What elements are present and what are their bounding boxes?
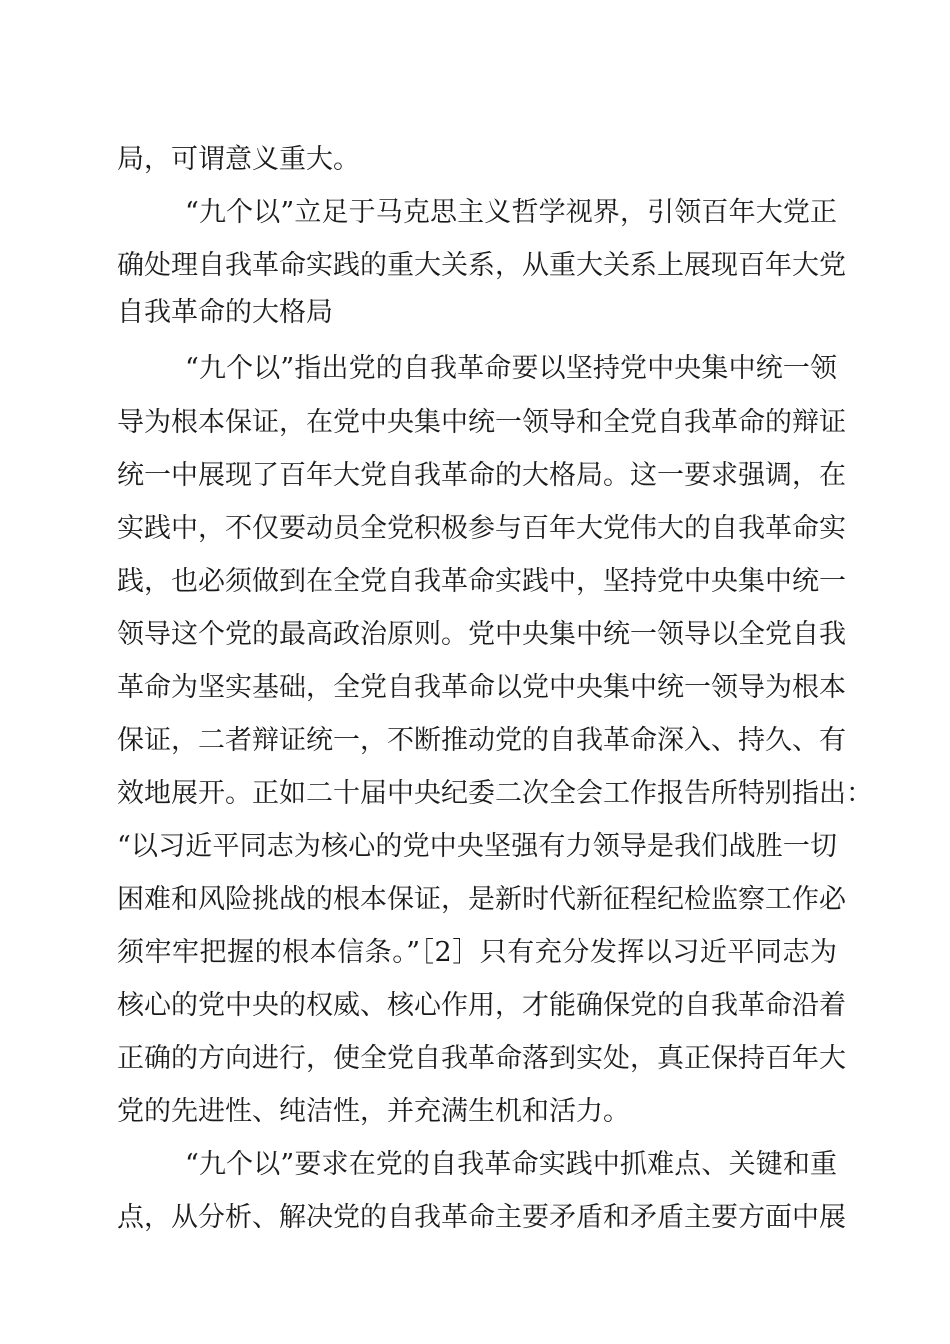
quote-line: 须牢牢把握的根本信条。”［2］只有充分发挥以习近平同志为 [117, 937, 837, 968]
text-line: 局，可谓意义重大。 [117, 144, 360, 175]
paragraph-first-line: “九个以”指出党的自我革命要以坚持党中央集中统一领 [185, 353, 837, 384]
text-line: 正确的方向进行，使全党自我革命落到实处，真正保持百年大 [117, 1043, 846, 1074]
quote-line: 困难和风险挑战的根本保证，是新时代新征程纪检监察工作必 [117, 884, 846, 915]
text-line: 革命为坚实基础，全党自我革命以党中央集中统一领导为根本 [117, 672, 846, 703]
paragraph-first-line: “九个以”要求在党的自我革命实践中抓难点、关键和重 [185, 1149, 837, 1180]
text-line: 点，从分析、解决党的自我革命主要矛盾和矛盾主要方面中展 [117, 1202, 846, 1233]
paragraph-first-line: “九个以”立足于马克思主义哲学视界，引领百年大党正 [185, 197, 837, 228]
text-line: 导为根本保证，在党中央集中统一领导和全党自我革命的辩证 [117, 407, 846, 438]
quote-line: “以习近平同志为核心的党中央坚强有力领导是我们战胜一切 [117, 831, 837, 862]
text-line: 实践中，不仅要动员全党积极参与百年大党伟大的自我革命实 [117, 513, 846, 544]
text-line: 核心的党中央的权威、核心作用，才能确保党的自我革命沿着 [117, 990, 846, 1021]
text-line: 践，也必须做到在全党自我革命实践中，坚持党中央集中统一 [117, 566, 846, 597]
text-line: 领导这个党的最高政治原则。党中央集中统一领导以全党自我 [117, 619, 846, 650]
text-line: 确处理自我革命实践的重大关系，从重大关系上展现百年大党 [117, 250, 846, 281]
text-line: 保证，二者辩证统一，不断推动党的自我革命深入、持久、有 [117, 725, 846, 756]
text-line: 党的先进性、纯洁性，并充满生机和活力。 [117, 1096, 630, 1127]
text-line: 统一中展现了百年大党自我革命的大格局。这一要求强调，在 [117, 460, 846, 491]
text-line: 效地展开。正如二十届中央纪委二次全会工作报告所特别指出： [117, 778, 873, 809]
section-heading-end: 自我革命的大格局 [117, 297, 333, 328]
